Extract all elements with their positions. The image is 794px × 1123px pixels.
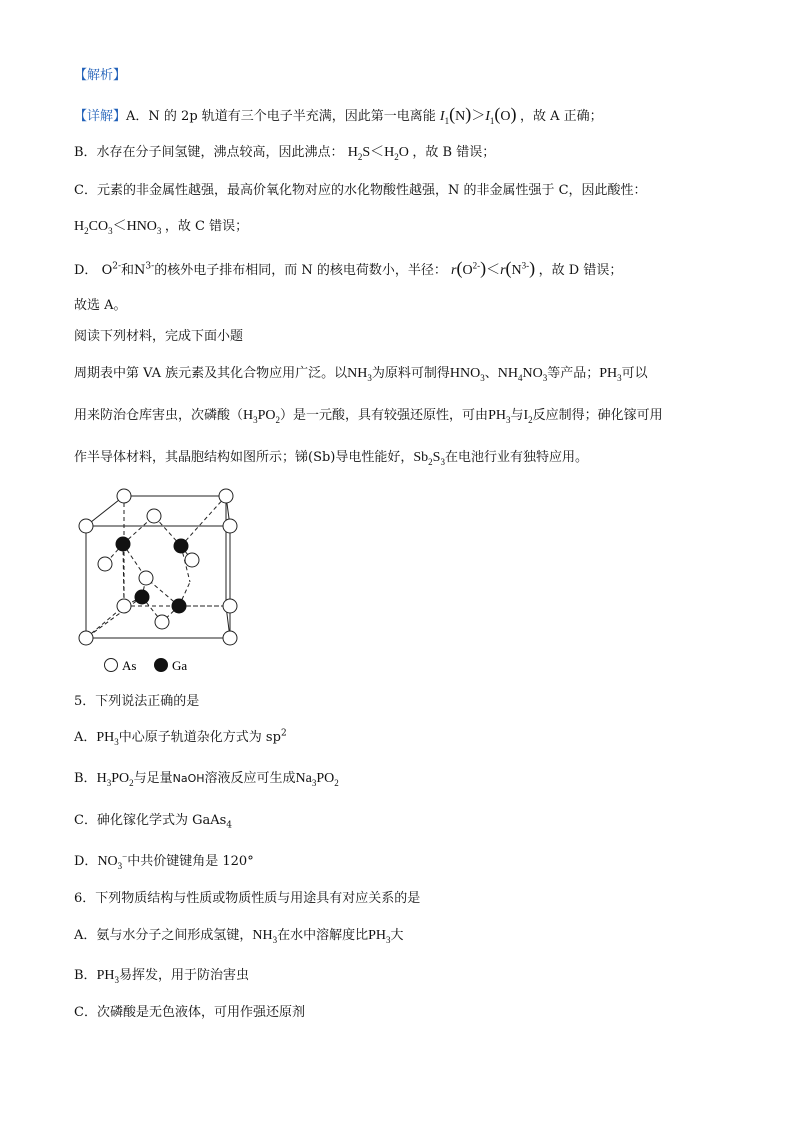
detail-a-text: A．N 的 2p 轨道有三个电子半充满，因此第一电离能 bbox=[126, 109, 436, 124]
detail-tag: 【详解】 bbox=[74, 109, 127, 124]
as-atom bbox=[79, 631, 93, 645]
choose-answer: 故选 A。 bbox=[74, 298, 127, 313]
material-line-2: 用来防治仓库害虫，次磷酸$(H_3PO_2)$是一元酸，具有较强还原性，可由$PH_3$与$I_2$反应制得；砷化镓可用 bbox=[74, 408, 663, 425]
ionization-comparison: $I_1(N)>I_1(O)$ bbox=[439, 104, 517, 126]
as-atom bbox=[98, 557, 112, 571]
q5-option-d[interactable]: D．$NO_3^-$中共价键键角是 120° bbox=[74, 851, 254, 871]
legend-ga-label: Ga bbox=[172, 658, 188, 673]
option-c-line2: $H_2CO_3<HNO_3$ ，故 C 错误； bbox=[74, 219, 249, 236]
ga-atom bbox=[172, 599, 187, 614]
detail-a-tail: ，故 A 正确； bbox=[520, 109, 603, 124]
radius-comparison: $r(O^{2-})<r(N^{3-})$ bbox=[450, 258, 536, 278]
acid-comparison: $H_2CO_3<HNO_3$ bbox=[74, 219, 162, 236]
q6-option-a[interactable]: A．氨与水分子之间形成氢键，$NH_3$在水中溶解度比$PH_3$大 bbox=[74, 928, 404, 945]
ga-atom bbox=[116, 537, 131, 552]
q6-stem: 6．下列物质结构与性质或物质性质与用途具有对应关系的是 bbox=[74, 891, 421, 906]
as-atom bbox=[219, 489, 233, 503]
as-atom bbox=[117, 599, 131, 613]
q5-option-c[interactable]: C．砷化镓化学式为 GaAs$_4$ bbox=[74, 813, 233, 831]
material-line-1: 周期表中第 VA 族元素及其化合物应用广泛。以$NH_3$为原料可制得$HNO_3$、$NH_4NO_3$等产品；$PH_3$可以 bbox=[74, 366, 648, 383]
detail-line-a bbox=[74, 104, 603, 127]
analysis-heading: 【解析】 bbox=[74, 68, 127, 83]
option-c-line1: C．元素的非金属性越强，最高价氧化物对应的水化物酸性越强，N 的非金属性强于 C，因此酸性： bbox=[74, 183, 647, 198]
option-d-line: D． $O^{2-}$和$N^{3-}$的核外电子排布相同，而 N 的核电荷数小，半径： $r(O^{2-})<r(N^{3-})$ ，故 D 错误； bbox=[74, 258, 623, 278]
ga-atom bbox=[174, 539, 189, 554]
q5-option-a[interactable]: A．$PH_3$中心原子轨道杂化方式为 $sp^2$ bbox=[74, 728, 287, 747]
as-atom bbox=[79, 519, 93, 533]
as-atom bbox=[185, 553, 199, 567]
q6-option-c[interactable]: C．次磷酸是无色液体，可用作强还原剂 bbox=[74, 1005, 305, 1020]
as-atom bbox=[223, 519, 237, 533]
gaas-unit-cell-diagram bbox=[70, 482, 250, 682]
q5-stem: 5．下列说法正确的是 bbox=[74, 694, 200, 709]
read-material: 阅读下列材料，完成下面小题 bbox=[74, 329, 244, 344]
material-line-3: 作半导体材料，其晶胞结构如图所示；锑(Sb)导电性能好，$Sb_2S_3$在电池行业有独特应用。 bbox=[74, 450, 588, 467]
boiling-comparison: $H_2S<H_2O$ bbox=[347, 145, 409, 162]
as-atom bbox=[147, 509, 161, 523]
q5-option-b[interactable]: B．$H_3PO_2$与足量NaOH溶液反应可生成$Na_3PO_2$ bbox=[74, 771, 339, 788]
legend-as-symbol bbox=[105, 659, 118, 672]
q6-option-b[interactable]: B．$PH_3$易挥发，用于防治害虫 bbox=[74, 968, 249, 985]
option-b-line: B．水存在分子间氢键，沸点较高，因此沸点： $H_2S<H_2O$ ，故 B 错误； bbox=[74, 145, 496, 162]
as-atom bbox=[223, 599, 237, 613]
as-atom bbox=[139, 571, 153, 585]
legend-as-label: As bbox=[122, 658, 137, 673]
as-atom bbox=[117, 489, 131, 503]
as-atom bbox=[155, 615, 169, 629]
ga-atom bbox=[135, 590, 150, 605]
legend-ga-symbol bbox=[154, 658, 168, 672]
as-atom bbox=[223, 631, 237, 645]
